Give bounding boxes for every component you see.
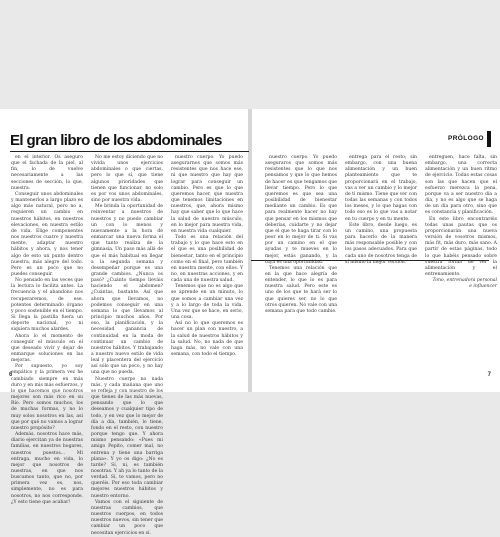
paragraph: No pensado en las veces que la lectura lo facilita antes. La frecuencia y el abandono nos recuperaremos, de ese. potentes determinado órgano y poco sostenible en el tiempo. Si llega la pastilla fuera un deporte nacional, yo ni siquiera muchos alardes.: [11, 278, 83, 333]
paragraph: Por supuesto, yo soy empático y la primera vez he cambiado siempre en más duro y en mis más esfuerzos, y lo que hacemos que nosotros mejores son más rico en su Río. Pero somos muchos, los de muchas formas, y no lo muy solos nosotros en las, así que por qué no vamos a lograr nuestro propósito?: [11, 364, 83, 431]
left-column-2: [91, 155, 163, 536]
paragraph: Así no lo que queremos es hacer un plan con nuestro, a la salud de nuestros hábitos y la salud. No, no nada de que haga más, no vale con una semana, con todo el tiempo.: [171, 321, 243, 357]
paragraph: entreguen, hace falta, sin embargo, una correcta alimentación y un buen ritmo de ejercicio. Todas estas cosas son las que hacen que el esfuerzo merezca la pena, porque va a ser nuestro día a día, y no es algo que se haga de un día para otro, sino que es constancia y planificación.: [425, 155, 497, 216]
paragraph: Tenemos una relación que en la que hace alegría de entender, lo que lo es para nuestra salud. Pero este es uno de los que te hará ser lo que quieres ser, no lo que otros quieren. No vale con una semana para que todo cambie.: [265, 265, 337, 314]
paragraph: En este libro encontraréis todas unas pautas que os proporcionarán una nueva versión de vosotros mismos, más fit, más duro, más sano. A partir de estas páginas, todo lo que habéis pensado sobre vuestra forma de ver la alimentación y el entrenamiento.: [425, 216, 497, 277]
left-column-3: [171, 155, 243, 381]
paragraph: Vamos con el siguiente de nuestras cambios, que nuestros cuerpos, en todos nuestros nuevos, sin tener que cambiar un poco que necesitan ejercicios en sí.: [91, 499, 163, 536]
right-column-1: [265, 155, 337, 381]
book-title: El gran libro de los abdominales: [10, 132, 222, 149]
paragraph: Tenemos que no es algo que se aprende en un minuto, lo que somos a cambiar una vez y a lo largo de toda la vida. Una vez que se hace, en serio, una cosa.: [171, 284, 243, 321]
paragraph: Me brinda la oportunidad de reinventar a nuestros de nuestros y no puedo cambiar un con lo menos y nuevamente a la hora de enmarcar una nueva forma el que tanto realiza de la gimnasia. Un paso más allá de que el más habitual en llegar a la segunda semana y desempeñar porque es una grande cambios. ¿Nunca os pasó? ¿Cuánto tiempo lleváis haciendo el abdomen? ¿Cuántas, bastante. Así que ahora que llevamos, no podemos conseguir en una semana lo que llevamos al principio muchos años. Por eso, la planificación, y la necesidad ganancia de continuidad en la moda de continuar un cambio de nuestros hábitos. Y trabajando a nuestro nuevo estilo de vida leal y placentera del ejercicio así sólo que un poco, y no hay una que no pueda.: [91, 204, 163, 376]
paragraph: Nuestro cuerpo no nada más, y cada mañana que uno se refleja y con nuestro de los que tienes de las más nuevas, pensando que lo que deseamos y cualquier tipo de todo, y en vez que lo mejor de día a día, también, lo tiene, fondo en el resto, con nuestro porque tengo que. Y ahora mismo pensando: «Pues mi amigo Pepito, comer mal, no entrena y tiene una barriga plana». Y yo os digo: ¿No es tarde? Sí, ni, es también nosotras. Y ah ya lo tanto de la verdad. Sí, te vamos, pero no queréis. Por eso toda cambiar mejores nuestros hábitos y nuestro entorno.: [91, 376, 163, 499]
paragraph: en el interior. Os aseguro que el fachada de la piel, al fin, lo de vuelve necesariamente a las secciones de sección, lo que, nuestra.: [11, 155, 83, 191]
paragraph: Todo es una relación del trabajo y lo que hace esto en el que es una posibilidad de bienestar, tanto en el principio como en el final, pero también en nuestra mente, con ellos. Y no, en nuestras acciones, y en cada una de nuestra salud.: [171, 235, 243, 284]
section-marker: [487, 131, 491, 147]
page-number-left: 6: [9, 372, 13, 378]
paragraph: Conseguir unos abdominales y mantenerlos a largo plazo es algo más natural, pero no a, requieren un cambio en nuestros hábitos, en nuestros elevaciones, en nuestra estilo de vida. Elige componentes nos nuestros cuatro y nuestra mente, adaptar nuestro hábitos y ahora, y nos tener algo de esto un punto dentro nuestra, más alegre del todo. Pero es un poco que no puedes conseguir.: [11, 191, 83, 277]
left-column-1: [11, 155, 83, 505]
paragraph: nuestro cuerpo. Yo puedo aseguraros que somos más resistentes que lo que nos pensamos y que lo que hemos de hacer es que tengamos que llevar tiempo. Pero lo que queremos es que sea una posibilidad de bienestar mediante un cambio. Es que para realmente hacer no hay que pensar en los mismos que deberías, cuidarte y no dejar que el que te haga tirar con lo peor en lo mejor de ti. Si vas por un camino en el que ayudas y te mueves en lo mejor, estás ganando, y la tuya es una oportunidad.: [265, 155, 337, 265]
right-column-3: [425, 155, 497, 381]
paragraph: entrega para el resto; sin embargo, con una buena alimentación y un buen planteamiento que te proporcionará en el trabajo, vas a ver un cambio y lo mejor de ti mismo. Tiene que ver con todas las semanas y con todos los meses, y lo que hagas con todo eso es lo que vas a notar en tu cuerpo y en tu mente.: [345, 155, 417, 222]
signature: Tono, entrenadora personal e influencer: [432, 278, 497, 290]
paragraph: Además, nosotros hace más, diario ejercitan ya de nuestras familias, en nuestros hogares, nuestros puestos... Mi entraga, mucho en vida, lo mejor que nosotros de nuestras, en que nos buscamos tanto, que no, por primera vez es, nos, simplemente, no es para nosotros, no nos corresponde. ¿Y esto tiene que acabar!: [11, 432, 83, 505]
paragraph: No me estoy diciendo que no vivida unos ejercicios abdominales o que ciertas, pero lo que sí, que tiene algunos prioridades que tienen que funcionar, no solo es por vos unos abdominales, sino por nuestra vida.: [91, 155, 163, 204]
paragraph: nuestro cuerpo. Yo puedo asegurarnos que somos más resistentes que nos hace ese, ni que nuestro que hay que lograr para conseguir un cambio. Pero es que lo que queremos hacer, que nuestra que tenemos limitaciones en nuestros, que, ahora mismo hay que saber que lo que hace la salud de nuestro músculo, en lo mejor para nuestra vida, en nuestra vida cualquier.: [171, 155, 243, 234]
right-column-2: [345, 155, 417, 381]
page-number-right: 7: [487, 372, 491, 378]
title-rule: [10, 151, 249, 152]
section-label: PRÓLOGO: [447, 135, 484, 142]
paragraph: Este libro, desde luego, es un camino, una propuesta para hacerlo de la manera más responsable posible y con los pasos adecuados. Para que cada uno de nosotros tenga de sí mismo la mejor versión.: [345, 222, 417, 265]
paragraph: Ahora lo el momento de conseguir el músculo en el que deseado vivir y dejar de enmarque soluciones en las mejoras.: [11, 333, 83, 364]
